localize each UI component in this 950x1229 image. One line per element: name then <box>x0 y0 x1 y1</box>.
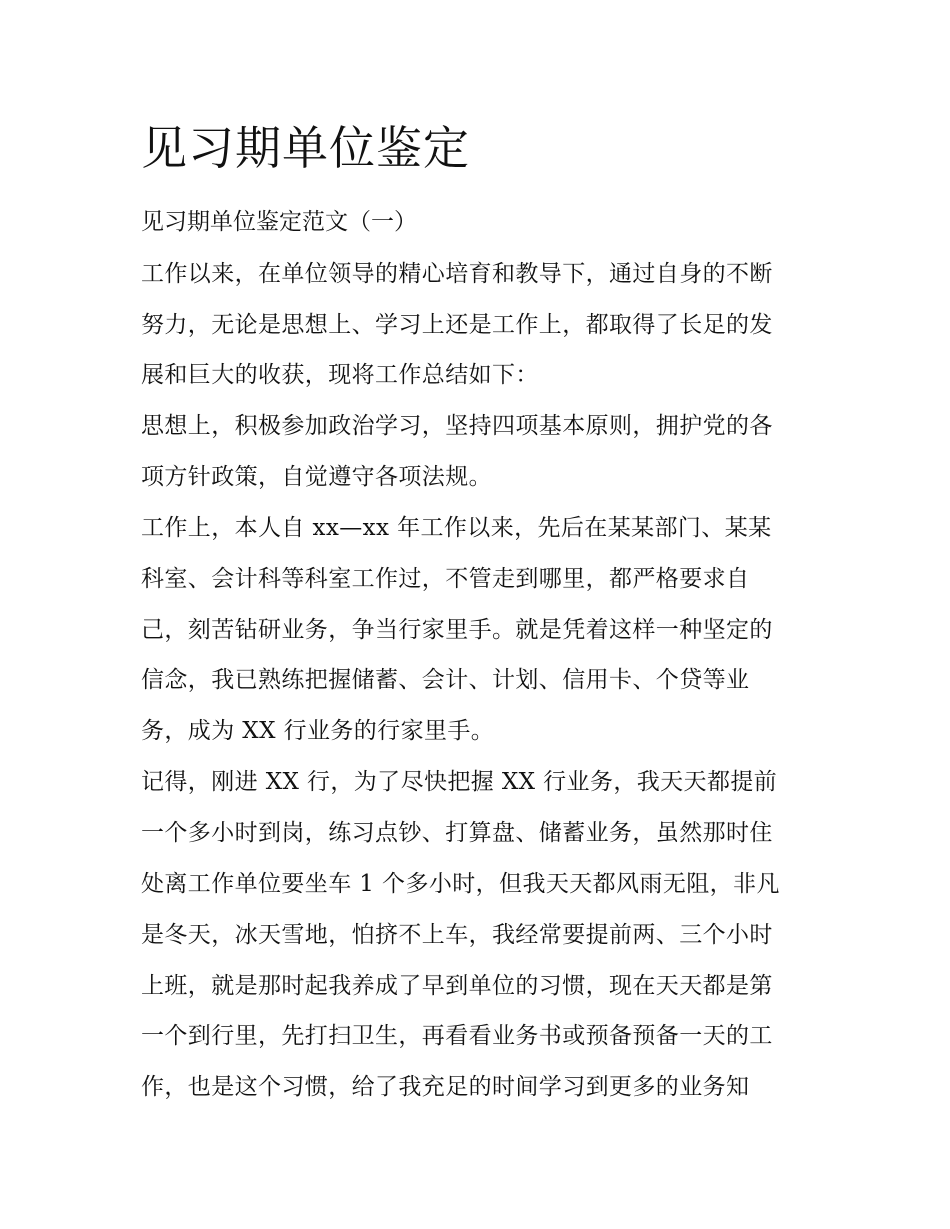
body-line: 工作以来，在单位领导的精心培育和教导下，通过自身的不断 <box>141 261 773 287</box>
body-line: 一个到行里，先打扫卫生，再看看业务书或预备预备一天的工 <box>141 1023 773 1049</box>
body-line: 记得，刚进 XX 行，为了尽快把握 XX 行业务，我天天都提前 <box>141 769 778 795</box>
body-line: 思想上，积极参加政治学习，坚持四项基本原则，拥护党的各 <box>141 413 773 439</box>
body-line: 己，刻苦钻研业务，争当行家里手。就是凭着这样一种坚定的 <box>141 617 773 643</box>
body-line: 作，也是这个习惯，给了我充足的时间学习到更多的业务知 <box>141 1074 750 1100</box>
body-line: 是冬天，冰天雪地，怕挤不上车，我经常要提前两、三个小时 <box>141 922 773 948</box>
body-line: 一个多小时到岗，练习点钞、打算盘、储蓄业务，虽然那时住 <box>141 820 773 846</box>
body-line: 上班，就是那时起我养成了早到单位的习惯，现在天天都是第 <box>141 973 773 999</box>
body-line: 努力，无论是思想上、学习上还是工作上，都取得了长足的发 <box>141 312 773 338</box>
body-line: 信念，我已熟练把握储蓄、会计、计划、信用卡、个贷等业 <box>141 667 750 693</box>
body-line: 工作上，本人自 xx—xx 年工作以来，先后在某某部门、某某 <box>141 515 772 541</box>
body-line: 展和巨大的收获，现将工作总结如下： <box>141 362 539 388</box>
body-line: 务，成为 XX 行业务的行家里手。 <box>141 718 495 744</box>
body-line: 项方针政策，自觉遵守各项法规。 <box>141 464 492 490</box>
body-line: 处离工作单位要坐车 1 个多小时，但我天天都风雨无阻，非凡 <box>141 871 780 897</box>
document-title: 见习期单位鉴定 <box>141 121 470 175</box>
body-line: 科室、会计科等科室工作过，不管走到哪里，都严格要求自 <box>141 566 750 592</box>
document-subtitle: 见习期单位鉴定范文（一） <box>141 209 417 235</box>
